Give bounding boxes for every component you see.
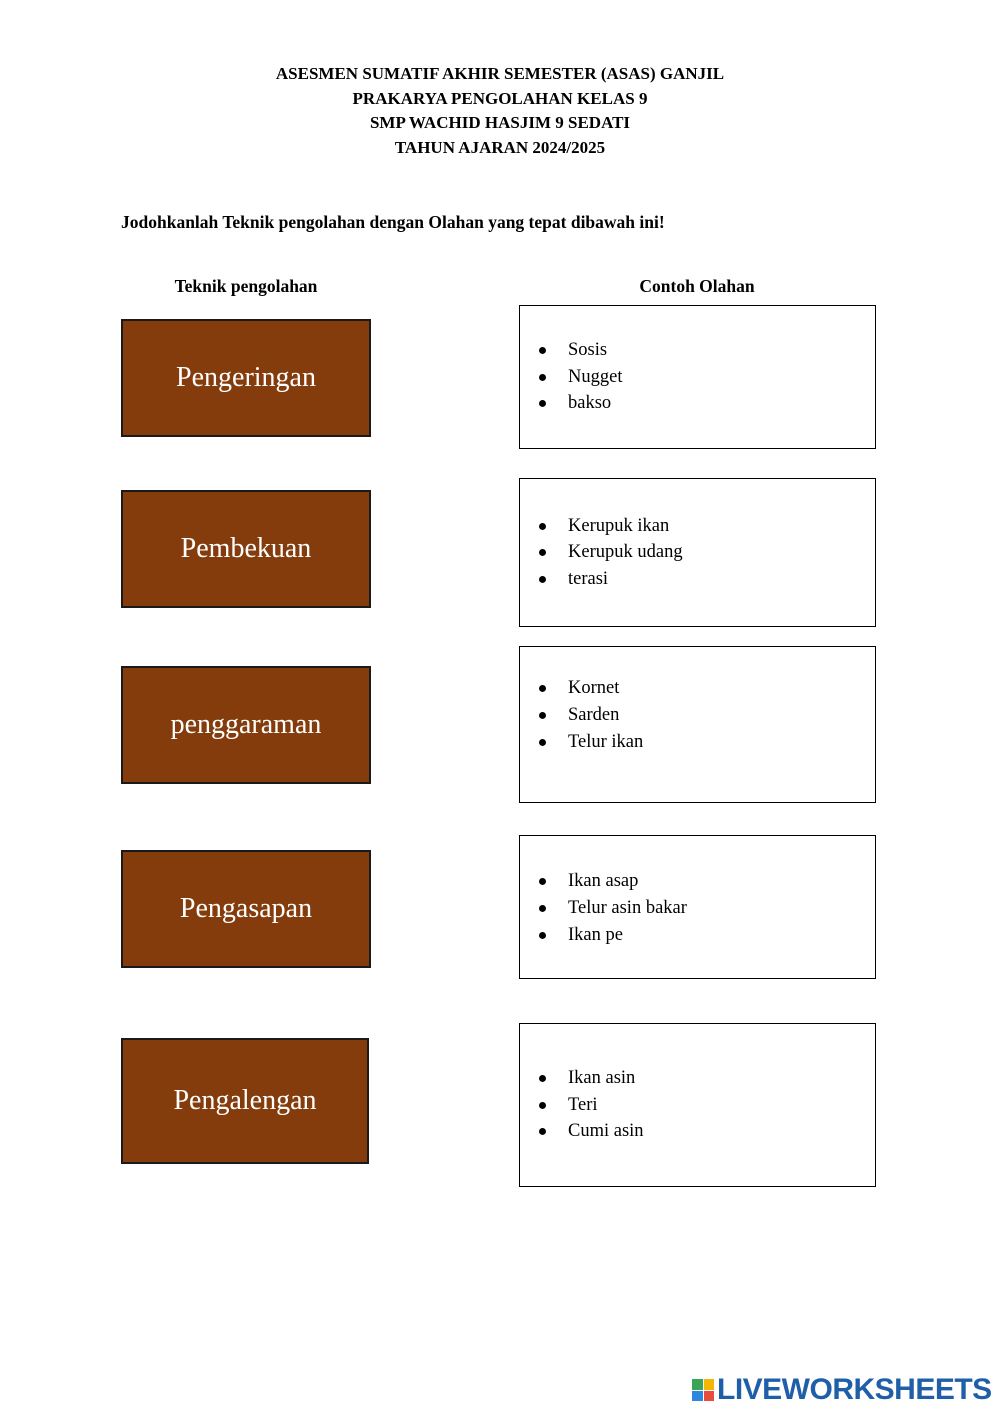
- bullet-icon: [539, 1102, 546, 1109]
- bullet-icon: [539, 905, 546, 912]
- bullet-icon: [539, 400, 546, 407]
- example-text: Ikan pe: [568, 924, 623, 945]
- technique-box-2[interactable]: [121, 490, 371, 608]
- right-column-heading: Contoh Olahan: [639, 276, 755, 296]
- header-line-4: TAHUN AJARAN 2024/2025: [394, 137, 606, 157]
- example-text: Teri: [568, 1094, 598, 1115]
- technique-box-5[interactable]: [121, 1038, 369, 1164]
- example-text: Telur ikan: [568, 731, 644, 752]
- technique-label: Pembekuan: [180, 533, 312, 564]
- example-box-3[interactable]: [519, 646, 876, 803]
- example-text: Sarden: [568, 704, 620, 725]
- list-item: [568, 1092, 644, 1119]
- list-item: [568, 1118, 644, 1145]
- example-text: terasi: [568, 568, 609, 589]
- liveworksheets-logo: [692, 1372, 992, 1408]
- bullet-icon: [539, 347, 546, 354]
- list-item: [568, 729, 643, 756]
- example-list: [568, 868, 687, 948]
- list-item: [568, 539, 683, 566]
- left-column-heading: Teknik pengolahan: [174, 276, 318, 296]
- example-text: Ikan asap: [568, 871, 639, 892]
- bullet-icon: [539, 576, 546, 583]
- example-text: Kerupuk ikan: [568, 515, 670, 536]
- bullet-icon: [539, 878, 546, 885]
- list-item: [568, 337, 622, 364]
- bullet-icon: [539, 932, 546, 939]
- bullet-icon: [539, 549, 546, 556]
- list-item: [568, 1065, 644, 1092]
- brand-text: LIVEWORKSHEETS: [717, 1373, 992, 1406]
- example-box-4[interactable]: [519, 835, 876, 979]
- example-list: [568, 337, 622, 417]
- bullet-icon: [539, 1075, 546, 1082]
- list-item: [568, 702, 643, 729]
- example-text: Telur asin bakar: [568, 898, 687, 919]
- example-text: Cumi asin: [568, 1121, 644, 1142]
- bullet-icon: [539, 1128, 546, 1135]
- example-box-1[interactable]: [519, 305, 876, 449]
- bullet-icon: [539, 739, 546, 746]
- list-item: [568, 675, 643, 702]
- bullet-icon: [539, 685, 546, 692]
- example-text: Kornet: [568, 678, 620, 699]
- header-line-2: PRAKARYA PENGOLAHAN KELAS 9: [352, 88, 648, 108]
- liveworksheets-logo-icon: [692, 1379, 714, 1401]
- list-item: [568, 566, 683, 593]
- example-box-2[interactable]: [519, 478, 876, 627]
- technique-label: Pengalengan: [173, 1085, 317, 1116]
- technique-box-4[interactable]: [121, 850, 371, 968]
- header-line-1: ASESMEN SUMATIF AKHIR SEMESTER (ASAS) GANJIL: [275, 64, 725, 83]
- header-line-3: SMP WACHID HASJIM 9 SEDATI: [369, 113, 631, 132]
- example-text: Kerupuk udang: [568, 542, 683, 563]
- technique-label: penggaraman: [170, 709, 322, 740]
- example-list: [568, 1065, 644, 1145]
- list-item: [568, 922, 687, 949]
- list-item: [568, 512, 683, 539]
- example-text: Sosis: [568, 339, 608, 360]
- example-list: [568, 675, 643, 755]
- list-item: [568, 868, 687, 895]
- technique-label: Pengeringan: [176, 362, 316, 393]
- bullet-icon: [539, 374, 546, 381]
- technique-label: Pengasapan: [179, 893, 313, 924]
- instruction-text: Jodohkanlah Teknik pengolahan dengan Olahan yang tepat dibawah ini!: [121, 212, 665, 232]
- bullet-icon: [539, 712, 546, 719]
- example-list: [568, 512, 683, 592]
- list-item: [568, 364, 622, 391]
- example-text: Nugget: [568, 366, 623, 387]
- technique-box-3[interactable]: [121, 666, 371, 784]
- example-text: bakso: [568, 393, 612, 414]
- list-item: [568, 390, 622, 417]
- worksheet-header: [0, 62, 1000, 160]
- list-item: [568, 895, 687, 922]
- example-text: Ikan asin: [568, 1067, 636, 1088]
- technique-box-1[interactable]: [121, 319, 371, 437]
- bullet-icon: [539, 522, 546, 529]
- example-box-5[interactable]: [519, 1023, 876, 1187]
